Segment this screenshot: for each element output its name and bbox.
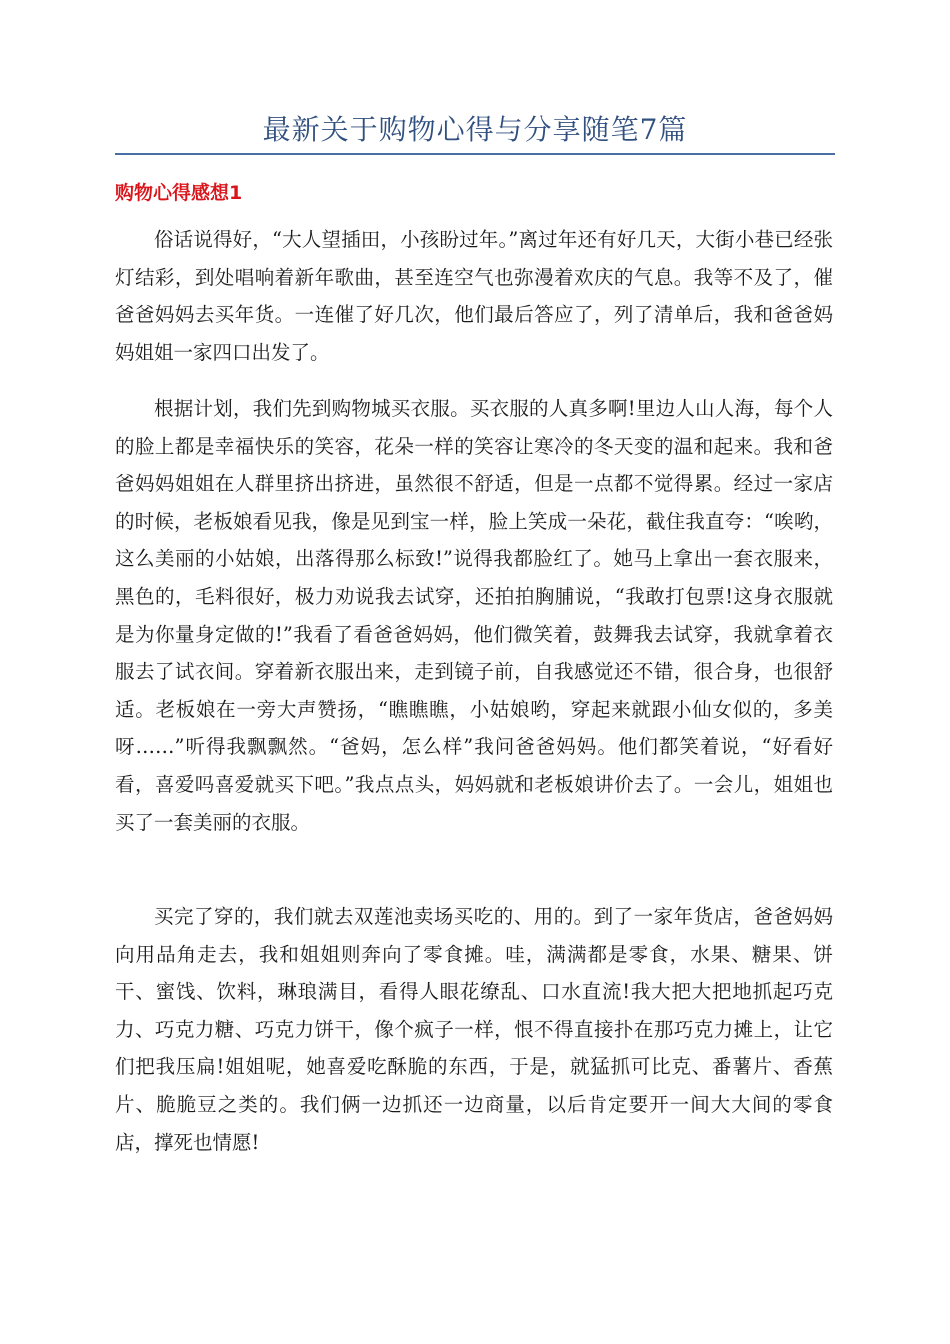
body-paragraph: 买完了穿的，我们就去双莲池卖场买吃的、用的。到了一家年货店，爸爸妈妈向用品角走去，我和姐姐则奔向了零食摊。哇，满满都是零食，水果、糖果、饼干、蜜饯、饮料，琳琅满目，看得人眼花缭乱、口水直流!我大把大把地抓起巧克力、巧克力糖、巧克力饼干，像个疯子一样，恨不得直接扑在那巧克力摊上，让它们把我压扁!姐姐呢，她喜爱吃酥脆的东西，于是，就猛抓可比克、番薯片、香蕉片、脆脆豆之类的。我们俩一边抓还一边商量，以后肯定要开一间大大间的零食店，撑死也情愿!: [115, 905, 833, 1154]
title-underline-divider: [115, 153, 835, 155]
body-paragraph: 根据计划，我们先到购物城买衣服。买衣服的人真多啊!里边人山人海，每个人的脸上都是幸福快乐的笑容，花朵一样的笑容让寒冷的冬天变的温和起来。我和爸爸妈妈姐姐在人群里挤出挤进，虽然很不舒适，但是一点都不觉得累。经过一家店的时候，老板娘看见我，像是见到宝一样，脸上笑成一朵花，截住我直夸：“唉哟，这么美丽的小姑娘，出落得那么标致!”说得我都脸红了。她马上拿出一套衣服来，黑色的，毛料很好，极力劝说我去试穿，还拍拍胸脯说，“我敢打包票!这身衣服就是为你量身定做的!”我看了看爸爸妈妈，他们微笑着，鼓舞我去试穿，我就拿着衣服去了试衣间。穿着新衣服出来，走到镜子前，自我感觉还不错，很合身，也很舒适。老板娘在一旁大声赞扬，“瞧瞧瞧，小姑娘哟，穿起来就跟小仙女似的，多美呀……”听得我飘飘然。“爸妈，怎么样”我问爸爸妈妈。他们都笑着说，“好看好看，喜爱吗喜爱就买下吧。”我点点头，妈妈就和老板娘讲价去了。一会儿，姐姐也买了一套美丽的衣服。: [115, 397, 833, 834]
section-heading: 购物心得感想1: [115, 182, 243, 204]
document-title: 最新关于购物心得与分享随笔7篇: [262, 113, 688, 146]
body-paragraph: 俗话说得好，“大人望插田，小孩盼过年。”离过年还有好几天，大街小巷已经张灯结彩，到处唱响着新年歌曲，甚至连空气也弥漫着欢庆的气息。我等不及了，催爸爸妈妈去买年货。一连催了好几次，他们最后答应了，列了清单后，我和爸爸妈妈姐姐一家四口出发了。: [115, 228, 833, 364]
